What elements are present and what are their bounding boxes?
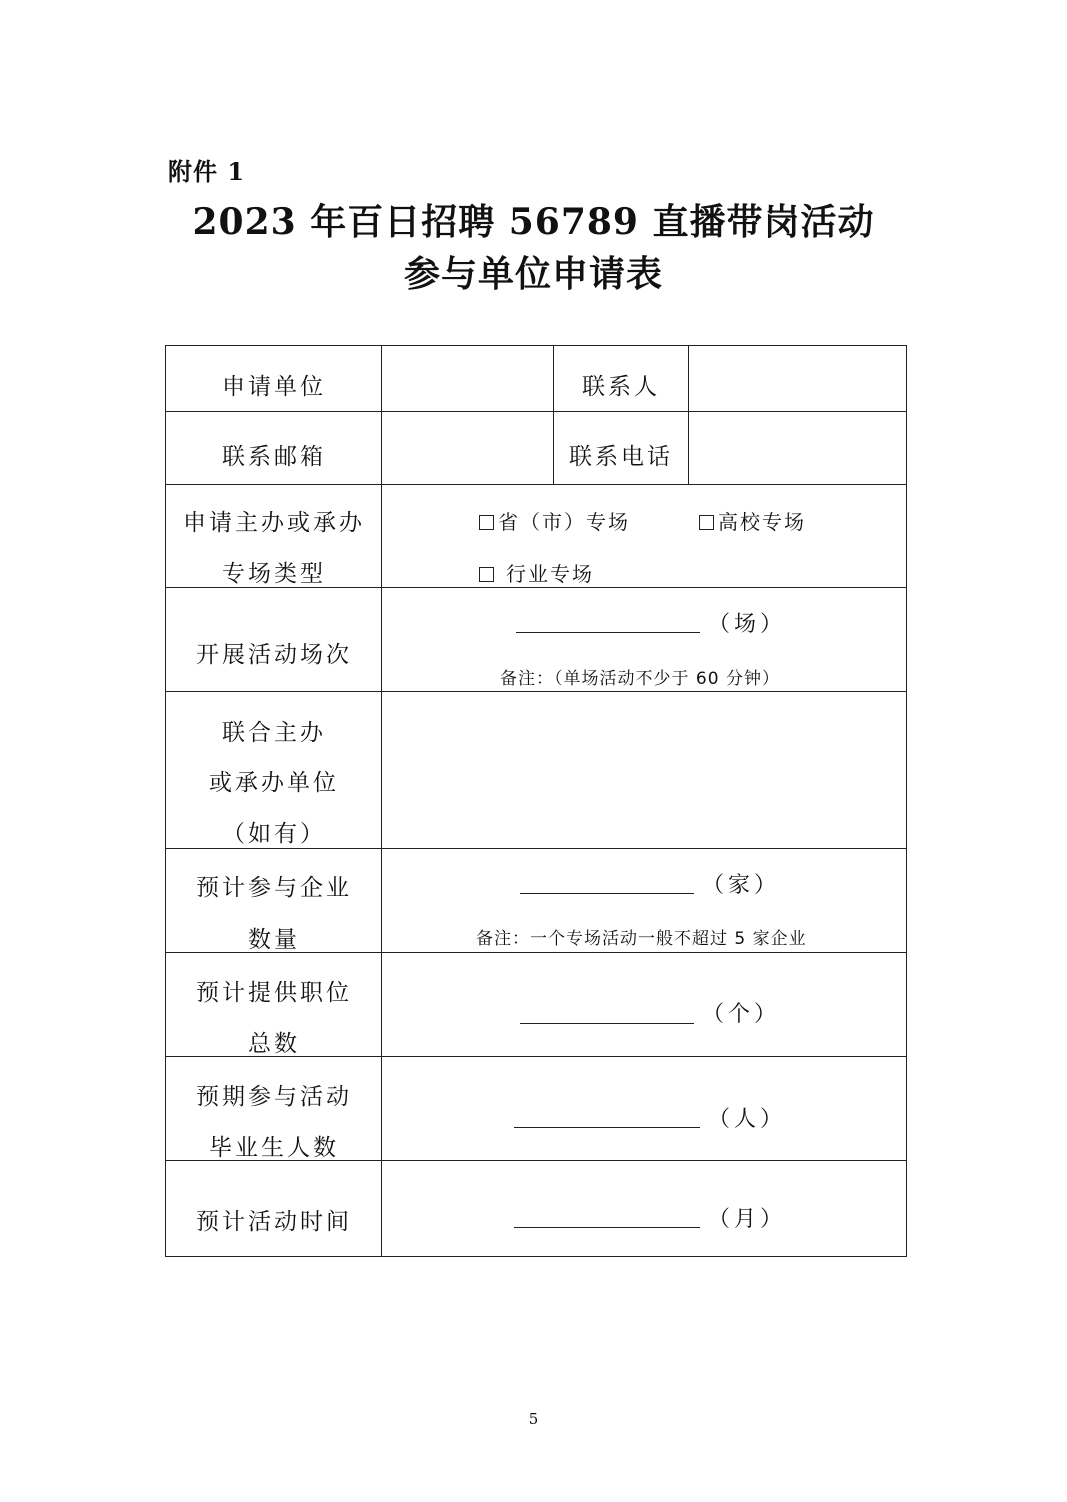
column-divider: [381, 346, 382, 1256]
session-type-label-line2: 专场类型: [222, 561, 326, 587]
contact-person-label: 联系人: [582, 374, 660, 400]
row-divider: [166, 484, 906, 485]
option-province-text: 省（市）专场: [498, 510, 630, 534]
row-divider: [166, 691, 906, 692]
application-form-table: [165, 345, 907, 1257]
contact-phone-field[interactable]: [690, 413, 904, 483]
session-type-label-line1: 申请主办或承办: [183, 510, 365, 536]
graduates-blank[interactable]: [514, 1127, 700, 1128]
option-province-session[interactable]: [479, 506, 630, 535]
co-host-field[interactable]: [383, 693, 904, 847]
contact-email-field[interactable]: [383, 413, 551, 483]
checkbox-icon[interactable]: [479, 567, 494, 582]
positions-unit: （个）: [702, 1002, 781, 1027]
time-unit: （月）: [708, 1207, 787, 1232]
applicant-unit-label: 申请单位: [222, 374, 326, 400]
graduates-label-line2: 毕业生人数: [209, 1135, 339, 1161]
contact-email-label: 联系邮箱: [222, 444, 326, 470]
positions-label-line2: 总数: [248, 1031, 300, 1057]
companies-note: 备注：一个专场活动一般不超过 5 家企业: [476, 929, 807, 949]
sessions-label: 开展活动场次: [196, 642, 352, 668]
co-host-label-line1: 联合主办: [222, 720, 326, 746]
option-industry-text: 行业专场: [506, 562, 594, 586]
companies-blank[interactable]: [520, 893, 694, 894]
co-host-label-line2: 或承办单位: [209, 770, 339, 796]
sessions-blank[interactable]: [516, 632, 700, 633]
graduates-label-line1: 预期参与活动: [196, 1084, 352, 1110]
graduates-unit: （人）: [708, 1107, 787, 1132]
row-divider: [166, 411, 906, 412]
column-divider: [688, 346, 689, 484]
document-title-line1: 2023 年百日招聘 56789 直播带岗活动: [192, 201, 875, 243]
option-university-session[interactable]: [699, 506, 806, 535]
page-number: 5: [528, 1410, 539, 1428]
companies-label-line1: 预计参与企业: [196, 875, 352, 901]
attachment-label: 附件 1: [168, 157, 246, 186]
document-title-line2: 参与单位申请表: [403, 253, 663, 295]
co-host-label-line3: （如有）: [222, 821, 326, 847]
time-blank[interactable]: [514, 1227, 700, 1228]
positions-blank[interactable]: [520, 1023, 694, 1024]
time-label: 预计活动时间: [196, 1209, 352, 1235]
companies-label-line2: 数量: [248, 927, 300, 953]
contact-person-field[interactable]: [690, 348, 904, 409]
positions-label-line1: 预计提供职位: [196, 980, 352, 1006]
option-industry-session[interactable]: [479, 558, 594, 587]
companies-unit: （家）: [702, 873, 781, 898]
applicant-unit-field[interactable]: [383, 348, 551, 409]
contact-phone-label: 联系电话: [569, 444, 673, 470]
checkbox-icon[interactable]: [479, 515, 494, 530]
sessions-unit: （场）: [708, 612, 787, 637]
checkbox-icon[interactable]: [699, 515, 714, 530]
option-university-text: 高校专场: [718, 510, 806, 534]
sessions-note: 备注：（单场活动不少于 60 分钟）: [500, 669, 780, 689]
row-divider: [166, 848, 906, 849]
